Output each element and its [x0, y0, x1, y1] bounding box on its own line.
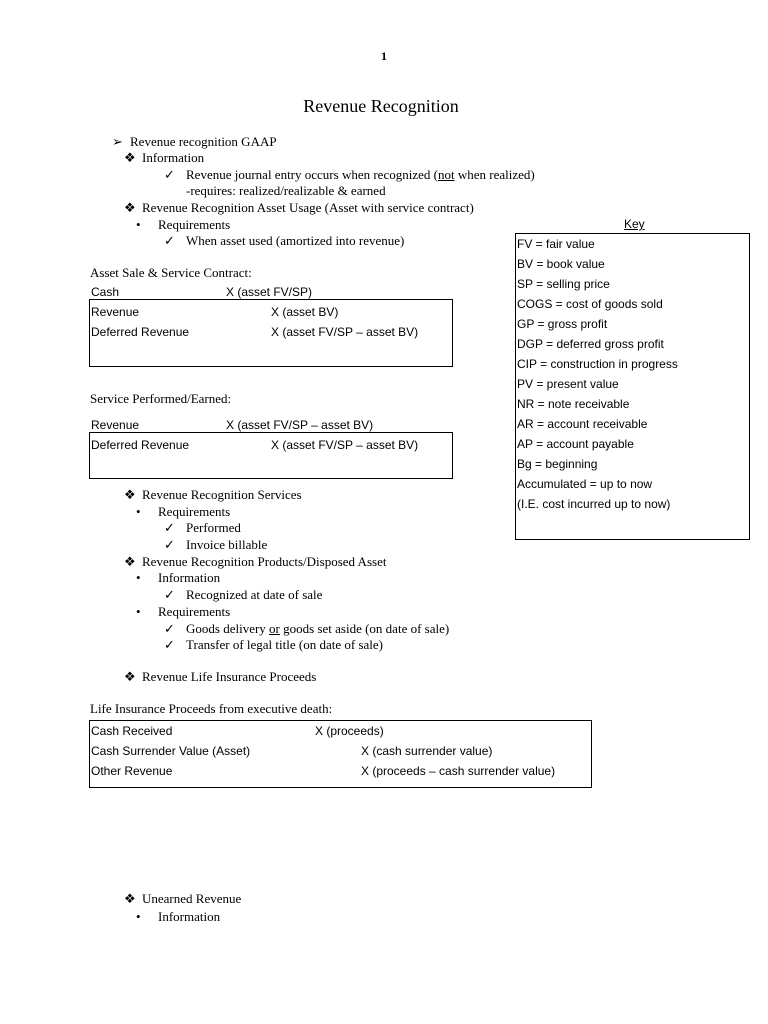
outline-item-gaap [112, 134, 277, 150]
outline-item-goods: ✓ Goods delivery or goods set aside (on date of sale) [164, 621, 450, 636]
entry-header-account: Cash Received [91, 724, 173, 738]
outline-item-when-used: ✓ When asset used (amortized into revenue) [164, 233, 405, 248]
entry-header-account: Revenue [91, 418, 140, 432]
outline-item-services: ❖ Revenue Recognition Services [124, 487, 302, 502]
arrow-bullet-icon: ➢ [112, 134, 123, 149]
key-item: Bg = beginning [517, 457, 598, 471]
entry-row-amount: X (cash surrender value) [361, 744, 493, 758]
entry-header-account: Cash [91, 285, 120, 299]
outline-item-transfer: ✓ Transfer of legal title (on date of sale) [164, 637, 383, 652]
bullet-icon: • [136, 504, 141, 519]
key-box [515, 233, 750, 540]
outline-item-requires: -requires: realized/realizable & earned [186, 183, 386, 198]
outline-item-information: ❖ Information [124, 150, 205, 165]
outline-item-recognized: ✓ Recognized at date of sale [164, 587, 323, 602]
entry-row-amount: X (asset BV) [271, 305, 339, 319]
outline-item-life-insurance: ❖ Revenue Life Insurance Proceeds [124, 669, 317, 684]
bullet-icon: • [136, 217, 141, 232]
journal-entry-box-service [89, 432, 453, 479]
bullet-icon: • [136, 570, 141, 585]
page-title: Revenue Recognition [303, 96, 459, 116]
key-item: (I.E. cost incurred up to now) [517, 497, 671, 511]
journal-entry-box-asset-sale [89, 299, 453, 367]
diamond-bullet-icon: ❖ [124, 669, 136, 684]
check-icon: ✓ [164, 637, 175, 652]
outline-item-asset-usage: ❖ Revenue Recognition Asset Usage (Asset with service contract) [124, 200, 474, 215]
diamond-bullet-icon: ❖ [124, 891, 136, 906]
outline-item-unearned: ❖ Unearned Revenue [124, 891, 242, 906]
page-number: 1 [381, 49, 387, 63]
key-item: PV = present value [517, 377, 619, 391]
entry-row-amount: X (asset FV/SP – asset BV) [271, 438, 419, 452]
outline-text: Revenue recognition GAAP [130, 134, 277, 149]
outline-item-products: ❖ Revenue Recognition Products/Disposed Asset [124, 554, 387, 569]
check-icon: ✓ [164, 233, 175, 248]
entry-row-account: Cash Surrender Value (Asset) [91, 744, 251, 758]
entry-row-account: Deferred Revenue [91, 325, 190, 339]
entry-header-amount: X (proceeds) [315, 724, 384, 738]
key-item: AP = account payable [517, 437, 634, 451]
key-item: COGS = cost of goods sold [517, 297, 663, 311]
diamond-bullet-icon: ❖ [124, 200, 136, 215]
key-item: GP = gross profit [517, 317, 608, 331]
outline-item-information: • Information [136, 909, 221, 924]
entry-row-account: Deferred Revenue [91, 438, 190, 452]
check-icon: ✓ [164, 520, 175, 535]
entry-header-amount: X (asset FV/SP) [226, 285, 313, 299]
key-item: NR = note receivable [517, 397, 630, 411]
bullet-icon: • [136, 604, 141, 619]
outline-item-performed: ✓ Performed [164, 520, 241, 535]
key-item: BV = book value [517, 257, 605, 271]
key-item: DGP = deferred gross profit [517, 337, 664, 351]
outline-item-requirements: • Requirements [136, 604, 231, 619]
key-item: FV = fair value [517, 237, 595, 251]
key-item: Accumulated = up to now [517, 477, 653, 491]
bullet-icon: • [136, 909, 141, 924]
entry-caption-asset-sale: Asset Sale & Service Contract: [90, 265, 252, 280]
entry-header-amount: X (asset FV/SP – asset BV) [226, 418, 374, 432]
check-icon: ✓ [164, 587, 175, 602]
key-item: CIP = construction in progress [517, 357, 678, 371]
key-item: SP = selling price [517, 277, 610, 291]
entry-row-amount: X (asset FV/SP – asset BV) [271, 325, 419, 339]
key-title: Key [624, 217, 645, 231]
entry-row-amount: X (proceeds – cash surrender value) [361, 764, 556, 778]
check-icon: ✓ [164, 167, 175, 182]
check-icon: ✓ [164, 621, 175, 636]
entry-row-account: Other Revenue [91, 764, 173, 778]
diamond-bullet-icon: ❖ [124, 150, 136, 165]
diamond-bullet-icon: ❖ [124, 487, 136, 502]
outline-item-information: • Information [136, 570, 221, 585]
diamond-bullet-icon: ❖ [124, 554, 136, 569]
outline-item-journal-entry: ✓ Revenue journal entry occurs when recognized (not when realized) [164, 167, 535, 182]
outline-item-requirements: • Requirements [136, 217, 231, 232]
entry-caption-service: Service Performed/Earned: [90, 391, 232, 406]
outline-item-requirements: • Requirements [136, 504, 231, 519]
key-item: AR = account receivable [517, 417, 648, 431]
outline-item-invoice: ✓ Invoice billable [164, 537, 268, 552]
check-icon: ✓ [164, 537, 175, 552]
entry-caption-life-insurance: Life Insurance Proceeds from executive death: [90, 701, 333, 716]
entry-row-account: Revenue [91, 305, 140, 319]
journal-entry-box-life-insurance [89, 720, 592, 788]
